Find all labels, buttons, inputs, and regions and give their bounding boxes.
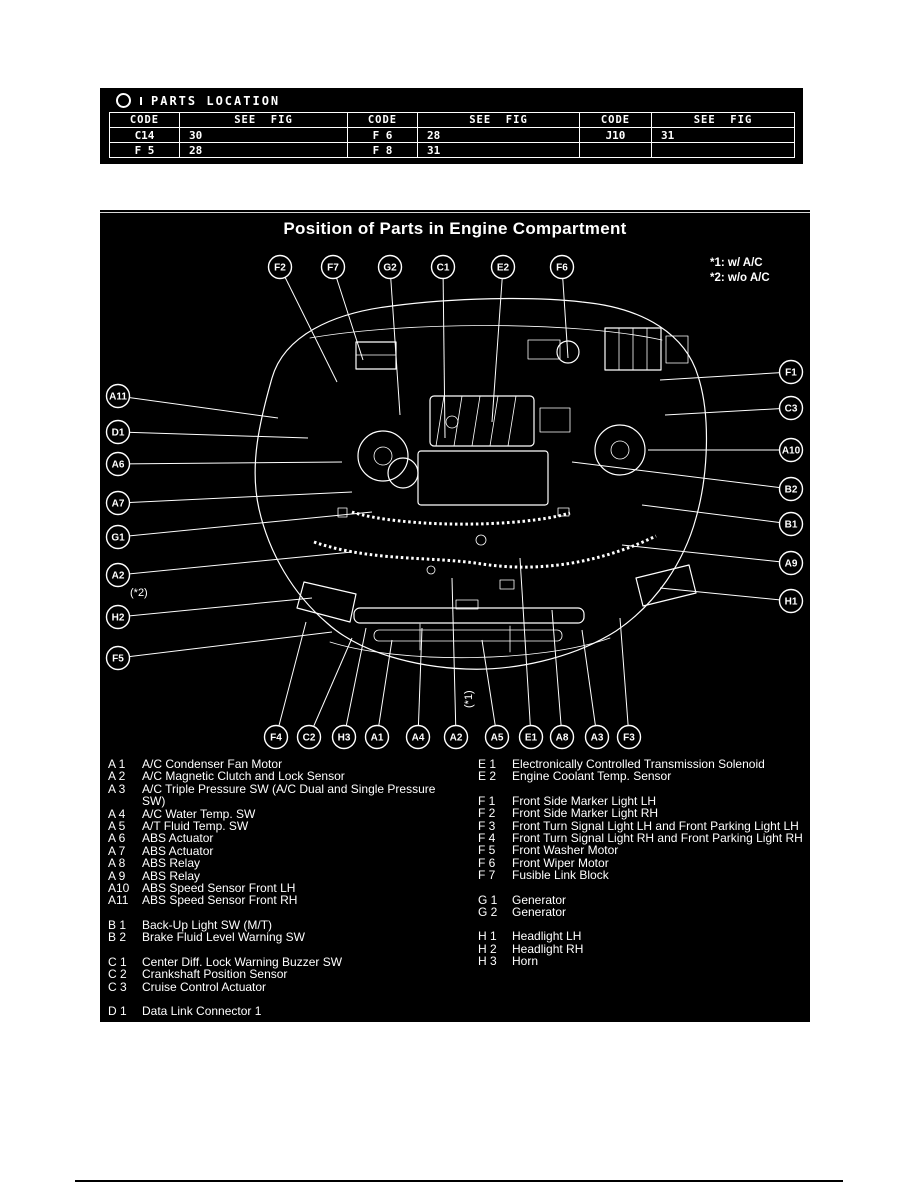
callout-a2 (445, 726, 468, 749)
code-cell: C14 (110, 128, 180, 143)
leader-line (443, 267, 445, 438)
fig-cell: 30 (180, 128, 348, 143)
legend-item-text: Generator (512, 892, 567, 907)
legend-item-text: Back-Up Light SW (M/T) (142, 917, 273, 932)
legend-item (108, 770, 460, 782)
leader-line (520, 558, 531, 737)
legend-item-text: Front Wiper Motor (512, 855, 609, 870)
legend-item-code: A 7 (108, 843, 126, 858)
legend-item-text: Front Turn Signal Light LH and Front Parking Light LH (512, 818, 799, 833)
legend-item (108, 1005, 460, 1017)
svg-text:C3: C3 (784, 403, 798, 415)
callout-f2 (269, 256, 292, 279)
legend-item-text: Data Link Connector 1 (142, 1003, 262, 1018)
diagram-note-label: (*1) (463, 690, 475, 708)
legend-item (478, 844, 810, 856)
parts-location-header (100, 88, 803, 111)
fig-cell: 31 (652, 128, 795, 143)
legend-item-code: H 2 (478, 941, 497, 956)
note-line: *1: w/ A/C (710, 257, 763, 269)
callout-a11 (107, 385, 130, 408)
legend-item (108, 894, 460, 906)
leader-line (620, 618, 629, 737)
callout-g1 (107, 526, 130, 549)
svg-text:B2: B2 (784, 484, 798, 496)
legend-item-text: Front Side Marker Light LH (512, 793, 657, 808)
legend-item-code: F 7 (478, 868, 496, 883)
diagram-notes (710, 256, 770, 286)
legend-group (478, 795, 810, 882)
legend-item-code: F 1 (478, 793, 496, 808)
legend-item-code: A10 (108, 881, 130, 896)
callout-a5 (486, 726, 509, 749)
legend-item-code: F 5 (478, 843, 496, 858)
leader-line (482, 640, 497, 737)
wiring-harness (314, 536, 656, 567)
legend-item-code: A 1 (108, 757, 126, 771)
callout-a8 (551, 726, 574, 749)
svg-text:F7: F7 (327, 262, 339, 274)
diagram-note-label: (*2) (130, 587, 148, 599)
leader-line (280, 267, 337, 382)
leader-line (665, 408, 791, 415)
legend-item-text: Crankshaft Position Sensor (142, 967, 288, 982)
legend-group (478, 894, 810, 919)
callout-f5 (107, 647, 130, 670)
callout-c1 (432, 256, 455, 279)
svg-text:A6: A6 (111, 459, 125, 471)
callout-a10 (780, 439, 803, 462)
svg-text:F4: F4 (270, 732, 282, 744)
svg-text:F2: F2 (274, 262, 286, 274)
legend-item (108, 832, 460, 844)
col-header: SEE FIG (180, 113, 348, 128)
legend-item-text: Front Side Marker Light RH (512, 806, 659, 821)
legend-item-text: Front Turn Signal Light RH and Front Parking Light RH (512, 831, 803, 846)
svg-text:A9: A9 (784, 558, 798, 570)
legend-item-text: Fusible Link Block (512, 868, 609, 883)
svg-text:A8: A8 (555, 732, 569, 744)
legend-item-text: Center Diff. Lock Warning Buzzer SW (142, 954, 343, 969)
leader-line (660, 588, 791, 601)
callout-b1 (780, 513, 803, 536)
svg-text:F1: F1 (785, 367, 797, 379)
svg-text:H1: H1 (784, 596, 798, 608)
col-header: CODE (580, 113, 652, 128)
legend-item-code: F 6 (478, 855, 496, 870)
svg-text:A3: A3 (590, 732, 604, 744)
separator-tick-icon (140, 97, 142, 105)
legend-left-column (108, 758, 460, 1029)
leader-line (118, 432, 308, 438)
legend-item-text: Headlight RH (512, 941, 584, 956)
legend-item-code: A 8 (108, 856, 126, 871)
legend-item-code: C 3 (108, 979, 127, 994)
leader-line (622, 545, 791, 563)
svg-text:A2: A2 (111, 570, 125, 582)
legend-item-code: H 1 (478, 929, 497, 944)
legend-item (108, 931, 460, 943)
code-cell: F 8 (348, 143, 418, 158)
legend-item-code: A11 (108, 893, 129, 908)
leader-line (572, 462, 791, 489)
leader-line (660, 372, 791, 380)
legend-item (478, 955, 810, 967)
svg-text:A2: A2 (449, 732, 463, 744)
svg-text:F3: F3 (623, 732, 635, 744)
legend-item-code: H 3 (478, 954, 497, 969)
callout-c3 (780, 397, 803, 420)
legend-item (478, 930, 810, 942)
legend-item-code: A 3 (108, 781, 126, 796)
leader-line (118, 396, 278, 418)
leader-line (118, 462, 342, 464)
callout-f6 (551, 256, 574, 279)
legend-item-code: D 1 (108, 1003, 127, 1018)
legend-item (478, 906, 810, 918)
page-bottom-rule (75, 1180, 843, 1182)
callout-f7 (322, 256, 345, 279)
legend-item-code: C 1 (108, 954, 127, 969)
legend-item-code: A 4 (108, 806, 126, 821)
callout-g2 (379, 256, 402, 279)
legend-item-text: ABS Actuator (142, 831, 214, 846)
callout-h1 (780, 590, 803, 613)
svg-text:E1: E1 (524, 732, 538, 744)
note-line: *2: w/o A/C (710, 272, 770, 284)
svg-text:G2: G2 (383, 262, 397, 274)
svg-text:C2: C2 (302, 732, 316, 744)
callout-e2 (492, 256, 515, 279)
callout-a7 (107, 492, 130, 515)
legend-item (478, 807, 810, 819)
legend-item-text: Generator (512, 905, 567, 920)
legend-item-text: ABS Speed Sensor Front LH (142, 881, 296, 896)
legend-group (108, 956, 460, 993)
legend (108, 758, 810, 1029)
callout-f4 (265, 726, 288, 749)
legend-group (108, 758, 460, 907)
legend-item-text: Horn (512, 954, 539, 969)
legend-item-text: Cruise Control Actuator (142, 979, 267, 994)
legend-item (108, 783, 460, 808)
legend-item-text: ABS Relay (142, 868, 201, 883)
fig-cell: 28 (418, 128, 580, 143)
callout-h2 (107, 606, 130, 629)
legend-item-text: A/C Magnetic Clutch and Lock Sensor (142, 769, 345, 784)
table-row (110, 128, 795, 143)
legend-item (478, 770, 810, 782)
code-cell: F 6 (348, 128, 418, 143)
legend-group (108, 919, 460, 944)
callout-a4 (407, 726, 430, 749)
svg-text:E2: E2 (496, 262, 510, 274)
callout-a3 (586, 726, 609, 749)
legend-item (108, 857, 460, 869)
legend-item-text: Engine Coolant Temp. Sensor (512, 769, 672, 784)
legend-item-text: Electronically Controlled Transmission Solenoid (512, 757, 765, 771)
legend-item-text: A/T Fluid Temp. SW (142, 819, 249, 834)
engine-compartment-panel (100, 210, 810, 1022)
leader-line (276, 622, 306, 737)
legend-item-code: G 1 (478, 892, 498, 907)
svg-text:G1: G1 (111, 532, 125, 544)
legend-item (108, 968, 460, 980)
callout-e1 (520, 726, 543, 749)
legend-item (478, 869, 810, 881)
callout-f3 (618, 726, 641, 749)
svg-text:H3: H3 (337, 732, 351, 744)
table-header-row (110, 113, 795, 128)
legend-item-code: C 2 (108, 967, 127, 982)
svg-text:F5: F5 (112, 653, 124, 665)
leader-line (309, 638, 352, 737)
section-circle-icon (116, 93, 131, 108)
table-row (110, 143, 795, 158)
legend-right-column (478, 758, 810, 1029)
callout-a2 (107, 564, 130, 587)
callout-h3 (333, 726, 356, 749)
code-cell: F 5 (110, 143, 180, 158)
col-header: SEE FIG (652, 113, 795, 128)
diagram-title: Position of Parts in Engine Compartment (283, 219, 627, 238)
parts-location-table (109, 112, 795, 158)
leader-line (390, 267, 400, 415)
legend-item (108, 981, 460, 993)
svg-text:H2: H2 (111, 612, 125, 624)
legend-item-code: A 6 (108, 831, 126, 846)
legend-item-code: A 9 (108, 868, 126, 883)
svg-text:F6: F6 (556, 262, 568, 274)
callout-layer (107, 256, 803, 749)
wiring-harness (352, 512, 570, 524)
svg-text:A10: A10 (781, 445, 801, 457)
legend-item-code: A 2 (108, 769, 126, 784)
leader-line (118, 512, 372, 537)
legend-item-text: Brake Fluid Level Warning SW (142, 930, 305, 945)
legend-item-text: Headlight LH (512, 929, 582, 944)
svg-text:A7: A7 (111, 498, 125, 510)
svg-text:A11: A11 (109, 391, 127, 403)
code-cell (580, 143, 652, 158)
leader-line (562, 267, 568, 358)
legend-item-code: B 2 (108, 930, 127, 945)
leader-line (118, 552, 352, 575)
leader-line (552, 610, 562, 737)
legend-item-code: B 1 (108, 917, 127, 932)
legend-item-code: E 1 (478, 757, 497, 771)
engine-diagram (100, 210, 810, 755)
callout-a6 (107, 453, 130, 476)
legend-item-code: F 3 (478, 818, 496, 833)
leader-line (118, 492, 352, 503)
svg-text:A5: A5 (490, 732, 504, 744)
callout-a1 (366, 726, 389, 749)
legend-group (108, 1005, 460, 1017)
legend-item-text: ABS Actuator (142, 843, 214, 858)
svg-text:C1: C1 (436, 262, 450, 274)
svg-text:A4: A4 (411, 732, 425, 744)
legend-item-text: Front Washer Motor (512, 843, 619, 858)
callout-b2 (780, 478, 803, 501)
legend-item-text: A/C Water Temp. SW (142, 806, 256, 821)
legend-item-text: ABS Relay (142, 856, 201, 871)
leader-line (344, 628, 366, 737)
legend-item-code: G 2 (478, 905, 498, 920)
legend-item-text: A/C Condenser Fan Motor (142, 757, 283, 771)
legend-item-text: A/C Triple Pressure SW (A/C Dual and Single Pressure SW) (142, 781, 436, 809)
legend-group (478, 758, 810, 783)
legend-item-code: A 5 (108, 819, 126, 834)
callout-f1 (780, 361, 803, 384)
fig-cell: 28 (180, 143, 348, 158)
col-header: CODE (110, 113, 180, 128)
col-header: CODE (348, 113, 418, 128)
parts-location-title: PARTS LOCATION (151, 93, 281, 108)
svg-text:A1: A1 (370, 732, 384, 744)
fig-cell: 31 (418, 143, 580, 158)
leader-line (582, 630, 597, 737)
callout-d1 (107, 421, 130, 444)
leader-line (642, 505, 791, 524)
svg-text:D1: D1 (111, 427, 125, 439)
leader-line (333, 267, 363, 360)
parts-location-panel (100, 88, 803, 164)
legend-item-code: F 2 (478, 806, 496, 821)
callout-c2 (298, 726, 321, 749)
callout-a9 (780, 552, 803, 575)
code-cell: J10 (580, 128, 652, 143)
svg-text:B1: B1 (784, 519, 798, 531)
leader-line (118, 598, 312, 617)
legend-group (478, 930, 810, 967)
legend-item-code: F 4 (478, 831, 496, 846)
fig-cell (652, 143, 795, 158)
col-header: SEE FIG (418, 113, 580, 128)
legend-item-code: E 2 (478, 769, 497, 784)
legend-item-text: ABS Speed Sensor Front RH (142, 893, 298, 908)
